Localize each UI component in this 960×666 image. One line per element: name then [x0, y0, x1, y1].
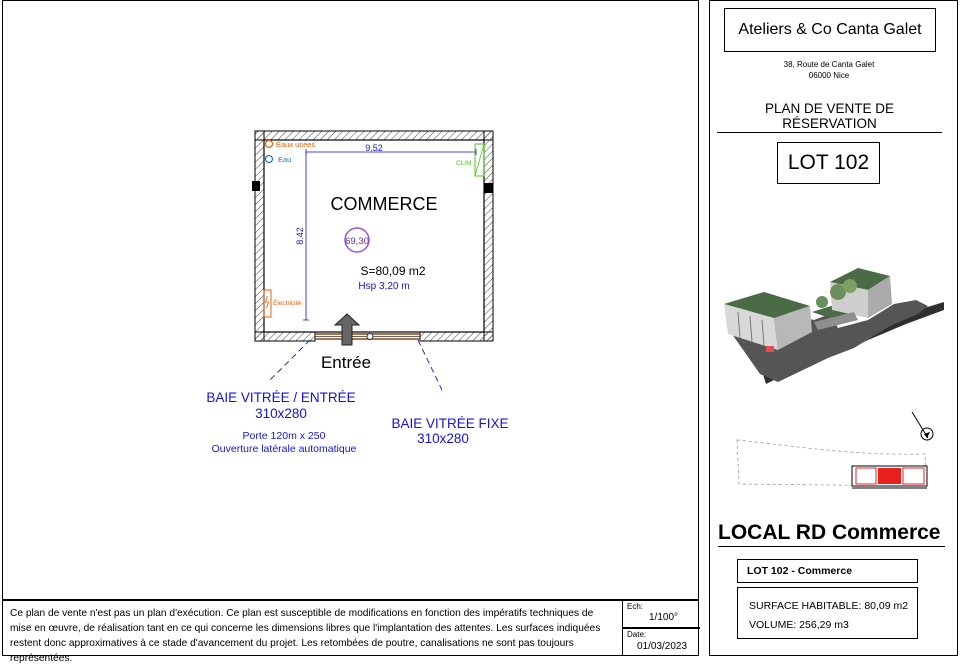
dimension-lines	[295, 143, 476, 320]
plan-title: PLAN DE VENTE DE RÉSERVATION	[717, 101, 942, 133]
company-name-box	[724, 8, 936, 52]
disclaimer-divider	[2, 599, 699, 601]
lot-info-heading: LOT 102 - Commerce	[747, 565, 853, 577]
lot-surface: SURFACE HABITABLE: 80,09 m2	[749, 600, 909, 612]
water-symbol	[266, 156, 273, 163]
waste-water-symbol	[266, 141, 273, 148]
area-badge: 69,30	[345, 236, 369, 247]
lot-info-box	[737, 587, 918, 639]
water-label: Eau	[278, 155, 292, 164]
date-label: Date:	[627, 630, 647, 639]
entry-label: Entrée	[320, 353, 372, 372]
lot-number-box	[777, 142, 880, 184]
lot-location-highlight	[878, 468, 901, 484]
lot-volume: VOLUME: 256,29 m3	[749, 619, 849, 631]
scale-date-block	[622, 599, 700, 656]
lot-info-heading-box	[737, 559, 918, 583]
width-dimension: 9.52	[365, 143, 383, 153]
room-name: COMMERCE	[330, 194, 438, 214]
electric-panel	[264, 290, 271, 317]
scale-value: 1/100°	[649, 612, 679, 623]
company-name: Ateliers & Co Canta Galet	[738, 21, 922, 38]
bay-windows	[315, 334, 420, 340]
bay-fixed-size: 310x280	[417, 431, 469, 446]
room-height: Hsp 3,20 m	[358, 281, 410, 292]
lot-number: LOT 102	[787, 151, 870, 174]
bay-fixed-title: BAIE VITRÉE FIXE	[391, 416, 509, 431]
clim-label: CLIM	[456, 160, 472, 167]
entry-arrow	[335, 314, 359, 345]
door-size: Porte 120m x 250	[242, 430, 326, 442]
bay-entry-title: BAIE VITRÉE / ENTRÉE	[206, 390, 356, 405]
building-render	[718, 262, 946, 390]
room-surface: S=80,09 m2	[360, 264, 426, 278]
depth-dimension: 8.42	[295, 227, 305, 245]
bay-entry-size: 310x280	[255, 406, 307, 421]
local-title: LOCAL RD Commerce	[718, 521, 945, 547]
company-address-1: 38, Route de Canta Galet	[783, 60, 875, 69]
disclaimer-text: Ce plan de vente n'est pas un plan d'exécution. Ce plan est susceptible de modifications en fonction des impératifs techniques de mise en œuvre, de réalisation tant en ce qui concerne les dimensions libres que l'implantation des attentes. Les surfaces indiquées restent donc approximatives à ce stade d'avancement du projet. Les retombées de poutre, canalisations ne sont pas toujours représentées.	[10, 608, 601, 664]
site-plan	[735, 436, 935, 492]
door-opening: Ouverture latérale automatique	[211, 443, 357, 455]
scale-label: Ech:	[627, 602, 644, 611]
waste-water-label: Eaux usées	[276, 140, 316, 149]
electric-label: Électricité	[273, 300, 302, 307]
company-address-2: 06000 Nice	[808, 71, 850, 80]
date-value: 01/03/2023	[637, 641, 688, 652]
